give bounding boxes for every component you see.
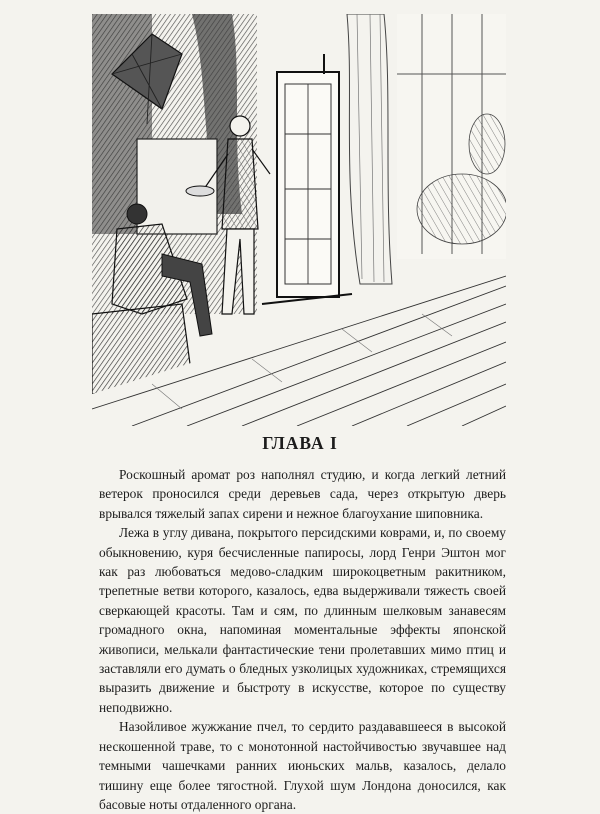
- studio-illustration: [92, 14, 506, 426]
- chapter-text: [99, 465, 506, 814]
- paragraph: Назойливое жужжание пчел, то сердито раздававшееся в высокой нескошенной траве, то с монотонной настойчивостью звучавшее над темными чашечками ранних июньских мальв, казалось, делало тишину еще более тягостной. Глухой шум Лондона доносился, как басовые ноты отдаленного органа.: [99, 719, 506, 812]
- paragraph: Лежа в углу дивана, покрытого персидскими коврами, и, по своему обыкновению, куря бесчисленные папиросы, лорд Генри Эштон мог как раз любоваться медово-сладким широкоцветным ракитником, трепетные ветви которого, казалось, едва выдерживали тяжесть своей сверкающей красоты. Там и сям, по длинным шелковым занавесям громадного окна, напоминая моментальные эффекты японской живописи, мелькали фантастические тени пролетавших мимо птиц и заставляли его думать о бледных узколицых художниках, стремящихся выразить движение и быстроту в искусстве, которое по существу неподвижно.: [99, 525, 506, 715]
- studio-engraving-image: [92, 14, 506, 426]
- chapter-title: ГЛАВА I: [262, 433, 338, 453]
- paragraph: Роскошный аромат роз наполнял студию, и когда легкий летний ветерок проносился среди деревьев сада, через открытую дверь врывался тяжелый запах сирени и нежное благоухание шиповника.: [99, 467, 506, 521]
